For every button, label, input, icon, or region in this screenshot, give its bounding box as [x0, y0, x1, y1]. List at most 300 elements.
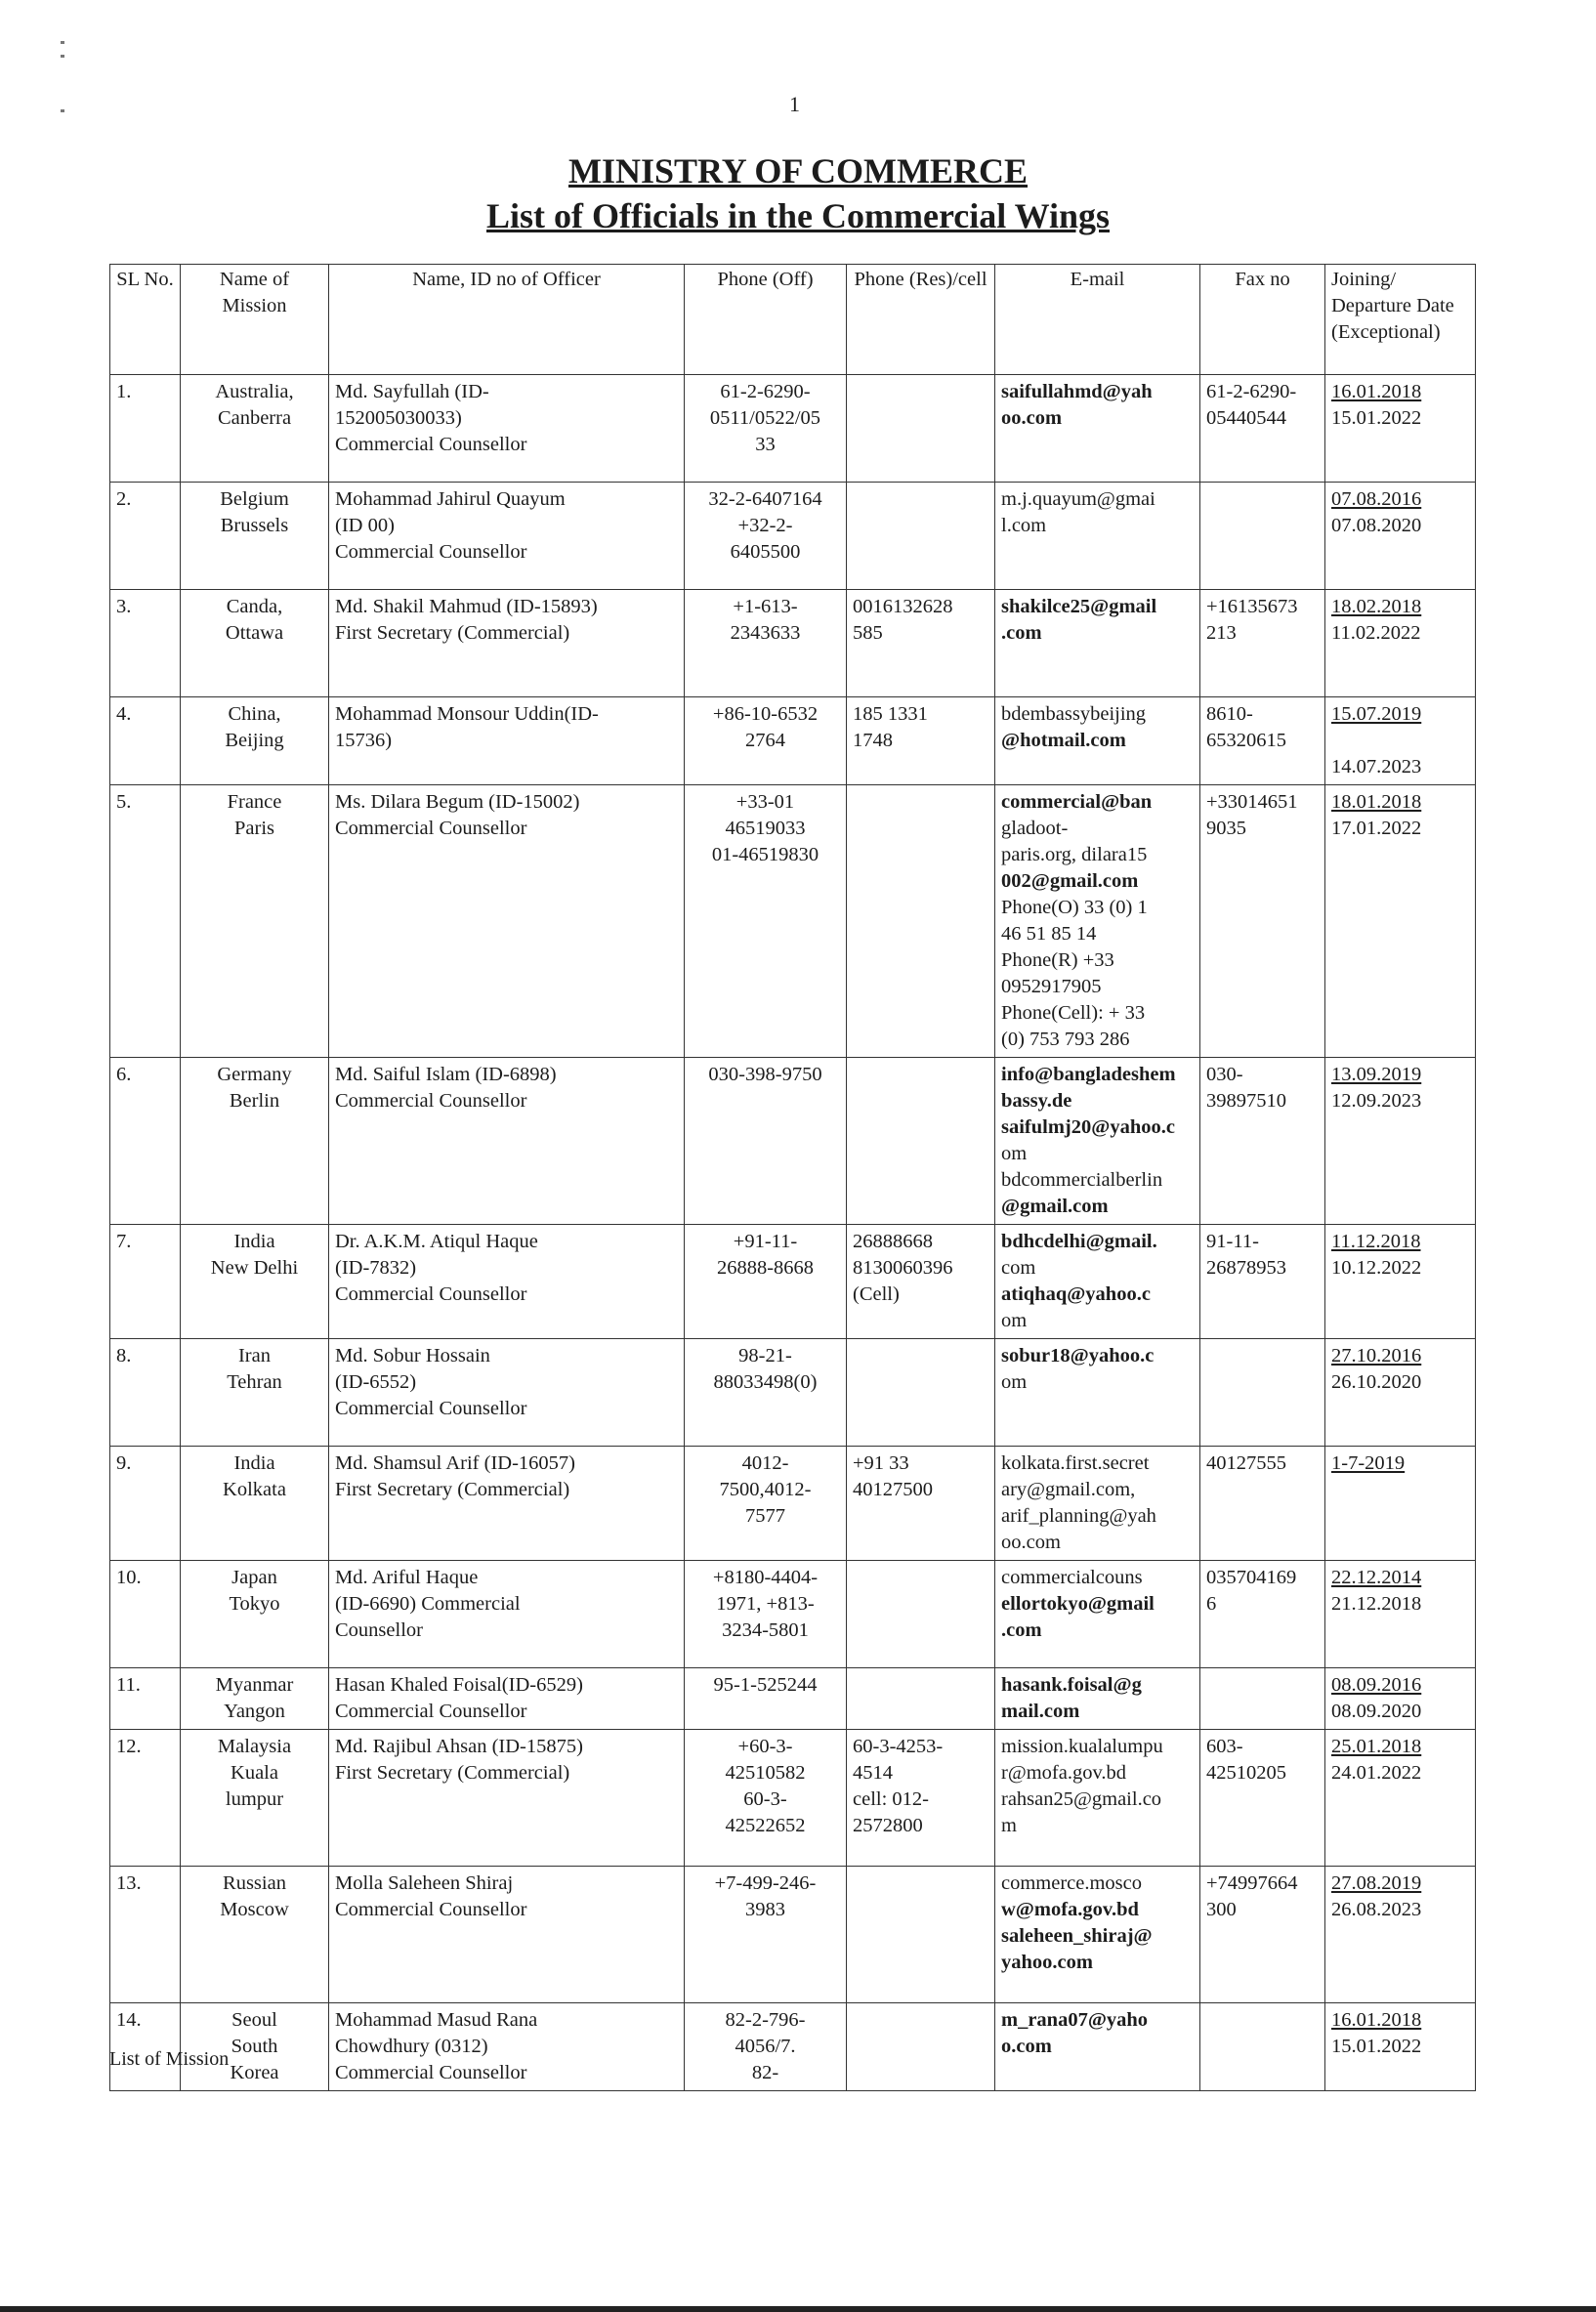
cell-line: 13.09.2019 [1331, 1064, 1422, 1085]
cell-line: kolkata.first.secret [1001, 1452, 1150, 1474]
cell-line: 9035 [1206, 818, 1246, 839]
cell-line: Commercial Counsellor [335, 541, 527, 563]
cell-line: +32-2- [737, 515, 793, 536]
cell-line: commercial@ban [1001, 791, 1153, 813]
cell-line: 15736) [335, 730, 393, 751]
cell-line: 91-11- [1206, 1231, 1259, 1252]
cell-email [995, 375, 1200, 483]
cell-phone-res [847, 1225, 995, 1339]
cell-line: om [1001, 1371, 1028, 1393]
cell-line: First Secretary (Commercial) [335, 1762, 570, 1784]
cell-line: info@bangladeshem [1001, 1064, 1176, 1085]
cell-line: 60-3- [743, 1788, 787, 1810]
cell-line: Brussels [220, 515, 289, 536]
table-row [110, 1561, 1476, 1668]
cell-line: Myanmar [215, 1674, 294, 1696]
cell-phone-off [685, 1668, 847, 1730]
cell-line: Md. Ariful Haque [335, 1567, 479, 1588]
cell-line: Yangon [224, 1701, 285, 1722]
cell-line: Molla Saleheen Shiraj [335, 1872, 514, 1894]
cell-line: 8610- [1206, 703, 1253, 725]
cell-line: Kolkata [223, 1479, 286, 1500]
cell-line: 6405500 [730, 541, 801, 563]
document-subtitle: List of Officials in the Commercial Wings [486, 196, 1110, 235]
cell-line: 152005030033) [335, 407, 462, 429]
header-phone-off: Phone (Off) [685, 265, 847, 375]
cell-line: 035704169 [1206, 1567, 1297, 1588]
cell-phone-off [685, 375, 847, 483]
header-mission: Name of Mission [181, 265, 329, 375]
cell-fax [1200, 1447, 1325, 1561]
cell-officer [329, 1058, 685, 1225]
cell-line: 26878953 [1206, 1257, 1286, 1279]
cell-line: Mohammad Monsour Uddin(ID- [335, 703, 599, 725]
cell-line: +7-499-246- [714, 1872, 817, 1894]
cell-line: Chowdhury (0312) [335, 2036, 488, 2057]
cell-line: 95-1-525244 [713, 1674, 818, 1696]
cell-fax [1200, 697, 1325, 785]
cell-officer [329, 590, 685, 697]
cell-line: Commercial Counsellor [335, 2062, 527, 2083]
cell-phone-off [685, 2003, 847, 2091]
cell-dates [1325, 1730, 1476, 1867]
cell-line: 030-398-9750 [708, 1064, 822, 1085]
cell-sl: 11. [110, 1668, 181, 1730]
scan-mark [61, 55, 64, 58]
cell-phone-res [847, 1447, 995, 1561]
cell-line: 60-3-4253- [853, 1736, 944, 1757]
cell-line: 26888-8668 [716, 1257, 815, 1279]
cell-line: ary@gmail.com, [1001, 1479, 1136, 1500]
cell-line: India [233, 1452, 275, 1474]
cell-line: 7577 [745, 1505, 785, 1527]
cell-line: 2572800 [853, 1815, 923, 1836]
cell-line: bdhcdelhi@gmail. [1001, 1231, 1157, 1252]
cell-line: 24.01.2022 [1331, 1762, 1422, 1784]
table-row [110, 697, 1476, 785]
cell-line: 33 [755, 434, 776, 455]
cell-line: 27.10.2016 [1331, 1345, 1422, 1366]
cell-line: (Cell) [853, 1283, 900, 1305]
cell-line: 26888668 [853, 1231, 933, 1252]
cell-sl: 9. [110, 1447, 181, 1561]
cell-phone-res [847, 1561, 995, 1668]
cell-line: 12.09.2023 [1331, 1090, 1422, 1112]
cell-line: Iran [237, 1345, 271, 1366]
table-row [110, 785, 1476, 1058]
cell-officer [329, 1447, 685, 1561]
cell-line: o.com [1001, 2036, 1052, 2057]
cell-line: 05440544 [1206, 407, 1286, 429]
header-fax: Fax no [1200, 265, 1325, 375]
cell-mission [181, 1058, 329, 1225]
cell-line: 030- [1206, 1064, 1243, 1085]
cell-line: 40127555 [1206, 1452, 1286, 1474]
cell-line: 15.01.2022 [1331, 2036, 1422, 2057]
cell-line: om [1001, 1143, 1028, 1164]
cell-line: Malaysia [217, 1736, 292, 1757]
cell-line: (ID-7832) [335, 1257, 417, 1279]
cell-line: 17.01.2022 [1331, 818, 1422, 839]
cell-dates [1325, 1225, 1476, 1339]
scan-edge [0, 2306, 1596, 2312]
cell-mission [181, 1867, 329, 2003]
cell-fax [1200, 590, 1325, 697]
cell-line: India [233, 1231, 275, 1252]
cell-line: bdembassybeijing [1001, 703, 1147, 725]
cell-line: 3234-5801 [722, 1619, 809, 1641]
cell-line: 61-2-6290- [720, 381, 811, 402]
cell-line: 01-46519830 [711, 844, 819, 865]
title-block [0, 148, 1596, 238]
cell-line: China, [228, 703, 281, 725]
cell-dates [1325, 1058, 1476, 1225]
cell-fax [1200, 1867, 1325, 2003]
cell-sl: 10. [110, 1561, 181, 1668]
table-row [110, 1668, 1476, 1730]
cell-line: r@mofa.gov.bd [1001, 1762, 1126, 1784]
cell-fax [1200, 1730, 1325, 1867]
cell-line: 8130060396 [853, 1257, 953, 1279]
cell-line: m_rana07@yaho [1001, 2009, 1149, 2031]
cell-email [995, 1730, 1200, 1867]
cell-line: hasank.foisal@g [1001, 1674, 1142, 1696]
cell-line: Hasan Khaled Foisal(ID-6529) [335, 1674, 583, 1696]
cell-officer [329, 1339, 685, 1447]
cell-line: m.j.quayum@gmai [1001, 488, 1155, 510]
table-row [110, 1867, 1476, 2003]
cell-line: +60-3- [737, 1736, 793, 1757]
cell-phone-off [685, 1561, 847, 1668]
cell-line: 4514 [853, 1762, 893, 1784]
cell-line: shakilce25@gmail [1001, 596, 1157, 617]
cell-officer [329, 483, 685, 590]
cell-officer [329, 1668, 685, 1730]
cell-mission [181, 590, 329, 697]
cell-line: 300 [1206, 1899, 1237, 1920]
table-row [110, 1058, 1476, 1225]
cell-line: Berlin [229, 1090, 280, 1112]
table-row [110, 1730, 1476, 1867]
cell-line: 65320615 [1206, 730, 1286, 751]
cell-line: 16.01.2018 [1331, 381, 1422, 402]
cell-phone-res [847, 697, 995, 785]
cell-line: Canberra [217, 407, 292, 429]
cell-line: cell: 012- [853, 1788, 929, 1810]
cell-email [995, 785, 1200, 1058]
cell-phone-off [685, 590, 847, 697]
cell-line: 08.09.2020 [1331, 1701, 1422, 1722]
cell-email [995, 590, 1200, 697]
cell-line: m [1001, 1815, 1017, 1836]
cell-line: Md. Rajibul Ahsan (ID-15875) [335, 1736, 583, 1757]
cell-dates [1325, 483, 1476, 590]
cell-phone-off [685, 483, 847, 590]
cell-line: 46519033 [725, 818, 806, 839]
cell-dates [1325, 697, 1476, 785]
cell-sl: 14. [110, 2003, 181, 2091]
cell-line: 82-2-796- [725, 2009, 806, 2031]
cell-mission [181, 697, 329, 785]
cell-sl: 8. [110, 1339, 181, 1447]
cell-mission [181, 2003, 329, 2091]
cell-fax [1200, 2003, 1325, 2091]
cell-fax [1200, 1225, 1325, 1339]
cell-line: mail.com [1001, 1701, 1080, 1722]
cell-line: Mohammad Jahirul Quayum [335, 488, 566, 510]
table-body [110, 375, 1476, 2091]
cell-line: 11.02.2022 [1331, 622, 1421, 644]
cell-line: 0016132628 [853, 596, 953, 617]
cell-line: mission.kualalumpu [1001, 1736, 1163, 1757]
cell-line: South [231, 2036, 278, 2057]
cell-line: First Secretary (Commercial) [335, 1479, 570, 1500]
cell-phone-res [847, 1668, 995, 1730]
cell-officer [329, 697, 685, 785]
cell-line: +16135673 [1206, 596, 1298, 617]
cell-line: Counsellor [335, 1619, 423, 1641]
cell-line: 0511/0522/05 [709, 407, 821, 429]
cell-line: Md. Saiful Islam (ID-6898) [335, 1064, 557, 1085]
cell-phone-off [685, 1730, 847, 1867]
cell-line: bdcommercialberlin [1001, 1169, 1163, 1191]
cell-phone-off [685, 697, 847, 785]
page-number: 1 [789, 92, 800, 116]
cell-line: (ID 00) [335, 515, 395, 536]
cell-line: 16.01.2018 [1331, 2009, 1422, 2031]
cell-line: 26.10.2020 [1331, 1371, 1422, 1393]
cell-line: 82- [751, 2062, 779, 2083]
cell-line: +74997664 [1206, 1872, 1298, 1894]
cell-line: l.com [1001, 515, 1047, 536]
cell-phone-res [847, 1867, 995, 2003]
cell-officer [329, 2003, 685, 2091]
cell-line: Ms. Dilara Begum (ID-15002) [335, 791, 580, 813]
cell-line: rahsan25@gmail.co [1001, 1788, 1162, 1810]
cell-line: First Secretary (Commercial) [335, 622, 570, 644]
cell-mission [181, 375, 329, 483]
cell-sl: 1. [110, 375, 181, 483]
cell-mission [181, 1668, 329, 1730]
cell-line: 0952917905 [1001, 976, 1102, 997]
cell-line: 2343633 [730, 622, 801, 644]
cell-line: ellortokyo@gmail [1001, 1593, 1155, 1615]
cell-line: Ottawa [225, 622, 284, 644]
cell-line: commerce.mosco [1001, 1872, 1143, 1894]
table-row [110, 1447, 1476, 1561]
cell-line: saifulmj20@yahoo.c [1001, 1116, 1175, 1138]
cell-line: Canda, [226, 596, 283, 617]
cell-phone-res [847, 483, 995, 590]
cell-line: atiqhaq@yahoo.c [1001, 1283, 1151, 1305]
cell-line: 603- [1206, 1736, 1243, 1757]
table-row [110, 483, 1476, 590]
cell-line: 22.12.2014 [1331, 1567, 1422, 1588]
cell-line: 42522652 [725, 1815, 806, 1836]
cell-line: com [1001, 1257, 1036, 1279]
cell-line: 002@gmail.com [1001, 870, 1139, 892]
cell-line: @hotmail.com [1001, 730, 1126, 751]
cell-sl: 3. [110, 590, 181, 697]
cell-line: 1971, +813- [716, 1593, 815, 1615]
cell-line: .com [1001, 622, 1042, 644]
cell-fax [1200, 1561, 1325, 1668]
cell-line: sobur18@yahoo.c [1001, 1345, 1155, 1366]
cell-line: 3983 [745, 1899, 785, 1920]
cell-email [995, 483, 1200, 590]
cell-line: 42510582 [725, 1762, 806, 1784]
cell-line: 18.01.2018 [1331, 791, 1422, 813]
cell-line: 18.02.2018 [1331, 596, 1422, 617]
cell-line: Tokyo [229, 1593, 280, 1615]
cell-line: +8180-4404- [712, 1567, 819, 1588]
cell-mission [181, 785, 329, 1058]
cell-line: 4012- [741, 1452, 789, 1474]
scan-mark [61, 109, 64, 112]
cell-officer [329, 1867, 685, 2003]
cell-phone-off [685, 1867, 847, 2003]
cell-email [995, 1225, 1200, 1339]
cell-dates [1325, 1668, 1476, 1730]
cell-line: 98-21- [738, 1345, 792, 1366]
cell-dates [1325, 1339, 1476, 1447]
cell-line [1331, 728, 1469, 754]
cell-mission [181, 1561, 329, 1668]
cell-line: saifullahmd@yah [1001, 381, 1153, 402]
cell-dates [1325, 2003, 1476, 2091]
cell-line: lumpur [225, 1788, 284, 1810]
cell-line: om [1001, 1310, 1028, 1331]
cell-line: +91-11- [733, 1231, 798, 1252]
cell-line: 1748 [853, 730, 893, 751]
cell-line: bassy.de [1001, 1090, 1072, 1112]
cell-dates [1325, 1447, 1476, 1561]
cell-line: Commercial Counsellor [335, 1090, 527, 1112]
cell-email [995, 1339, 1200, 1447]
cell-line: (0) 753 793 286 [1001, 1029, 1130, 1050]
cell-line: .com [1001, 1619, 1042, 1641]
cell-mission [181, 483, 329, 590]
table-header-row [110, 265, 1476, 375]
cell-line: 08.09.2016 [1331, 1674, 1422, 1696]
cell-email [995, 1447, 1200, 1561]
cell-sl: 13. [110, 1867, 181, 2003]
cell-line: commercialcouns [1001, 1567, 1143, 1588]
cell-line: 15.01.2022 [1331, 407, 1422, 429]
cell-phone-off [685, 785, 847, 1058]
cell-email [995, 1668, 1200, 1730]
cell-sl: 2. [110, 483, 181, 590]
cell-line: Commercial Counsellor [335, 1283, 527, 1305]
cell-line: saleheen_shiraj@ [1001, 1925, 1153, 1947]
officials-table [109, 264, 1476, 2091]
cell-dates [1325, 1867, 1476, 2003]
cell-line: gladoot- [1001, 818, 1069, 839]
cell-fax [1200, 1339, 1325, 1447]
cell-fax [1200, 785, 1325, 1058]
cell-mission [181, 1339, 329, 1447]
cell-line: Kuala [231, 1762, 278, 1784]
cell-line: Md. Sobur Hossain [335, 1345, 490, 1366]
cell-line: paris.org, dilara15 [1001, 844, 1148, 865]
cell-sl: 6. [110, 1058, 181, 1225]
cell-fax [1200, 1058, 1325, 1225]
cell-line: 39897510 [1206, 1090, 1286, 1112]
scan-mark [61, 41, 64, 44]
cell-phone-off [685, 1225, 847, 1339]
cell-line: Commercial Counsellor [335, 818, 527, 839]
cell-officer [329, 1730, 685, 1867]
cell-line: 4056/7. [735, 2036, 796, 2057]
cell-mission [181, 1447, 329, 1561]
cell-phone-res [847, 1730, 995, 1867]
cell-line: Tehran [227, 1371, 282, 1393]
cell-line: 88033498(0) [713, 1371, 818, 1393]
cell-line: Japan [231, 1567, 277, 1588]
cell-line: +33014651 [1206, 791, 1298, 813]
cell-line: 46 51 85 14 [1001, 923, 1097, 945]
cell-officer [329, 1561, 685, 1668]
cell-line: France [227, 791, 282, 813]
cell-line: Md. Shamsul Arif (ID-16057) [335, 1452, 575, 1474]
cell-line: (ID-6552) [335, 1371, 417, 1393]
cell-line: Korea [230, 2062, 279, 2083]
cell-line: Moscow [220, 1899, 289, 1920]
cell-line: +1-613- [733, 596, 798, 617]
cell-line: 14.07.2023 [1331, 756, 1422, 778]
cell-line: Belgium [220, 488, 289, 510]
cell-phone-off [685, 1058, 847, 1225]
cell-line: 27.08.2019 [1331, 1872, 1422, 1894]
cell-line: arif_planning@yah [1001, 1505, 1156, 1527]
table-row [110, 1225, 1476, 1339]
cell-email [995, 697, 1200, 785]
cell-officer [329, 375, 685, 483]
cell-line: 40127500 [853, 1479, 933, 1500]
cell-email [995, 2003, 1200, 2091]
cell-line: Phone(Cell): + 33 [1001, 1002, 1146, 1024]
cell-officer [329, 785, 685, 1058]
cell-line: Md. Sayfullah (ID- [335, 381, 489, 402]
cell-line: Commercial Counsellor [335, 434, 527, 455]
cell-dates [1325, 375, 1476, 483]
cell-line: Paris [234, 818, 274, 839]
cell-fax [1200, 1668, 1325, 1730]
cell-line: New Delhi [210, 1257, 299, 1279]
table-row [110, 1339, 1476, 1447]
cell-line: 07.08.2016 [1331, 488, 1422, 510]
cell-line: (ID-6690) Commercial [335, 1593, 521, 1615]
cell-line: Commercial Counsellor [335, 1701, 527, 1722]
cell-line: 213 [1206, 622, 1237, 644]
table-row [110, 590, 1476, 697]
cell-sl: 5. [110, 785, 181, 1058]
cell-line: Russian [223, 1872, 286, 1894]
cell-line: 11.12.2018 [1331, 1231, 1421, 1252]
cell-line: @gmail.com [1001, 1196, 1109, 1217]
header-officer: Name, ID no of Officer [329, 265, 685, 375]
cell-line: Australia, [215, 381, 294, 402]
cell-line: w@mofa.gov.bd [1001, 1899, 1139, 1920]
cell-line: Seoul [231, 2009, 277, 2031]
cell-line: Beijing [225, 730, 284, 751]
table-row [110, 2003, 1476, 2091]
cell-line: 585 [853, 622, 883, 644]
cell-dates [1325, 1561, 1476, 1668]
cell-sl: 12. [110, 1730, 181, 1867]
cell-email [995, 1867, 1200, 2003]
cell-line: +33-01 [735, 791, 795, 813]
